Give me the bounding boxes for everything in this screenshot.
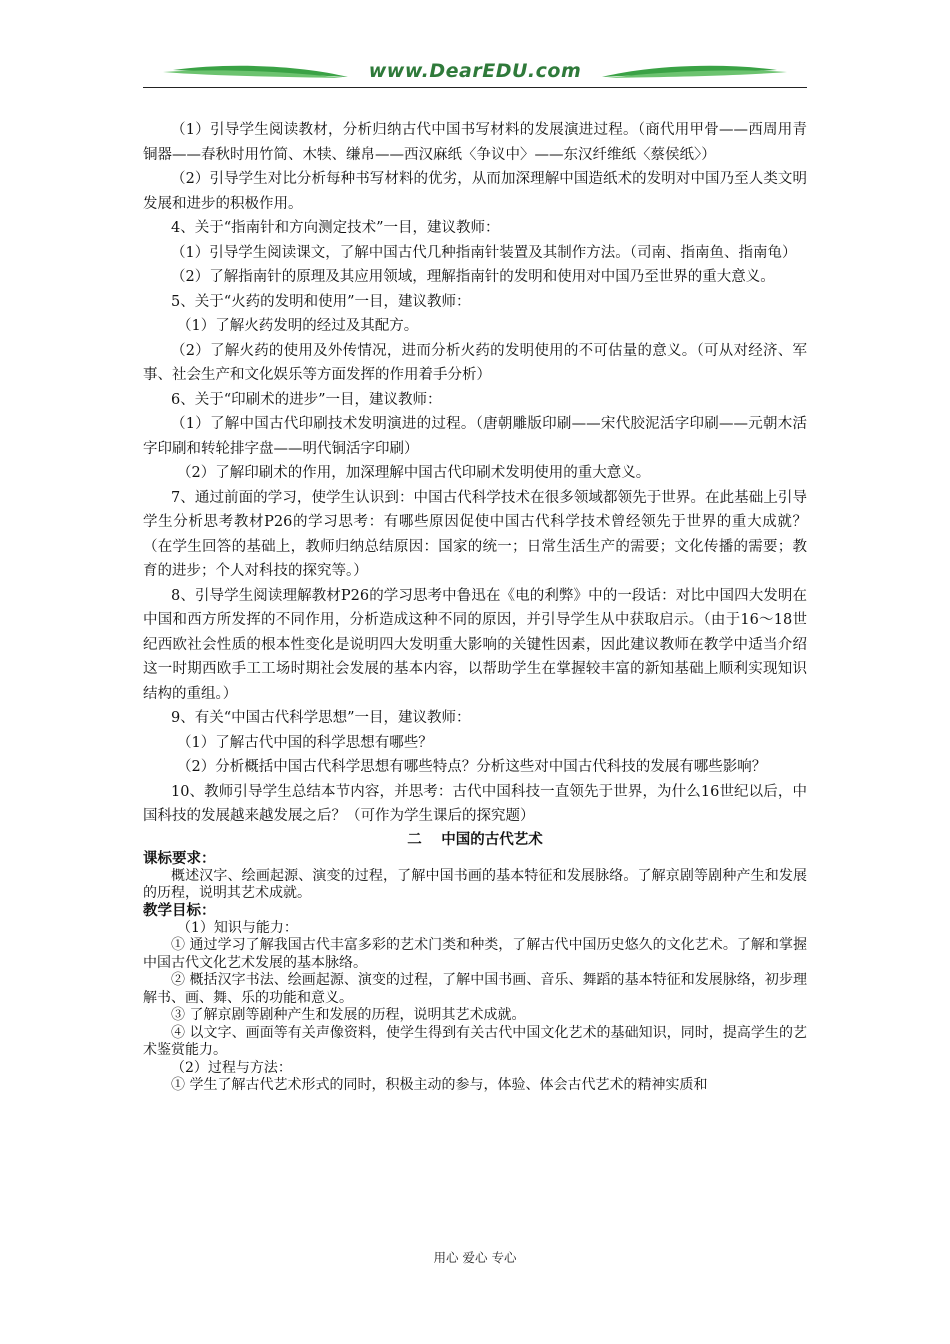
objective-item: （2）过程与方法： bbox=[171, 1059, 292, 1076]
paragraph: （2）引导学生对比分析每种书写材料的优劣，从而加深理解中国造纸术的发明对中国乃至人类文明发展和进步的积极作用。 bbox=[143, 171, 807, 212]
paragraph: 10、教师引导学生总结本节内容，并思考：古代中国科技一直领先于世界，为什么16世纪以后，中国科技的发展越来越发展之后？（可作为学生课后的探究题） bbox=[143, 783, 807, 824]
objectives-label: 教学目标： bbox=[143, 902, 216, 919]
paragraph: （1）了解火药发明的经过及其配方。 bbox=[177, 318, 419, 334]
paragraph: （1）引导学生阅读课文，了解中国古代几种指南针装置及其制作方法。（司南、指南鱼、指南龟） bbox=[171, 244, 797, 261]
paragraph: 7、通过前面的学习，使学生认识到：中国古代科学技术在很多领域都领先于世界。在此基础上引导学生分析思考教材P26的学习思考：有哪些原因促使中国古代科学技术曾经领先于世界的重大成就？（在学生回答的基础上，教师归纳总结原因：国家的统一；日常生活生产的需要；文化传播的需要；教育的进步；个人对科技的探究等。） bbox=[143, 489, 807, 579]
standards-label: 课标要求： bbox=[143, 850, 216, 867]
paragraph: 8、引导学生阅读理解教材P26的学习思考中鲁迅在《电的利弊》中的一段话：对比中国四大发明在中国和西方所发挥的不同作用，分析造成这种不同的原因，并引导学生从中获取启示。（由于16～18世纪西欧社会性质的根本性变化是说明四大发明重大影响的关键性因素，因此建议教师在教学中适当介绍这一时期西欧手工工场时期社会发展的基本内容，以帮助学生在掌握较丰富的新知基础上顺利实现知识结构的重组。） bbox=[143, 587, 807, 702]
paragraph: 4、关于“指南针和方向测定技术”一目，建议教师： bbox=[171, 220, 500, 236]
paragraph: （2）了解指南针的原理及其应用领域，理解指南针的发明和使用对中国乃至世界的重大意义。 bbox=[171, 269, 775, 285]
objective-item: ③ 了解京剧等剧种产生和发展的历程，说明其艺术成就。 bbox=[171, 1007, 526, 1023]
paragraph: （2）了解火药的使用及外传情况，进而分析火药的发明使用的不可估量的意义。（可从对经济、军事、社会生产和文化娱乐等方面发挥的作用着手分析） bbox=[143, 342, 807, 383]
paragraph: （1）了解古代中国的科学思想有哪些？ bbox=[177, 734, 433, 751]
page-header bbox=[143, 60, 807, 92]
page-footer: 用心 爱心 专心 bbox=[433, 1250, 517, 1265]
objective-item: ① 通过学习了解我国古代丰富多彩的艺术门类和种类，了解古代中国历史悠久的文化艺术。了解和掌握中国古代文化艺术发展的基本脉络。 bbox=[143, 937, 807, 971]
paragraph: （2）分析概括中国古代科学思想有哪些特点？分析这些对中国古代科技的发展有哪些影响？ bbox=[177, 759, 767, 775]
objective-item: ① 学生了解古代艺术形式的同时，积极主动的参与，体验、体会古代艺术的精神实质和 bbox=[171, 1077, 708, 1093]
objective-item: （1）知识与能力： bbox=[177, 919, 298, 936]
objective-item: ④ 以文字、画面等有关声像资料，使学生得到有关古代中国文化艺术的基础知识，同时，提高学生的艺术鉴赏能力。 bbox=[143, 1024, 807, 1058]
paragraph: （1）引导学生阅读教材，分析归纳古代中国书写材料的发展演进过程。（商代用甲骨——西周用青铜器——春秋时用竹简、木犊、缣帛——西汉麻纸〈争议中〉——东汉纤维纸〈蔡侯纸〉） bbox=[143, 122, 807, 163]
paragraph: 6、关于“印刷术的进步”一目，建议教师： bbox=[171, 391, 442, 408]
objective-item: ② 概括汉字书法、绘画起源、演变的过程，了解中国书画、音乐、舞蹈的基本特征和发展脉络，初步理解书、画、舞、乐的功能和意义。 bbox=[143, 972, 807, 1006]
paragraph: 5、关于“火药的发明和使用”一目，建议教师： bbox=[171, 293, 471, 310]
header-rule bbox=[143, 87, 807, 88]
document-body bbox=[143, 118, 807, 1095]
site-logo[interactable]: www.DearEDU.com bbox=[368, 60, 582, 82]
paragraph: 9、有关“中国古代科学思想”一目，建议教师： bbox=[171, 710, 471, 726]
standards-text: 概述汉字、绘画起源、演变的过程，了解中国书画的基本特征和发展脉络。了解京剧等剧种产生和发展的历程，说明其艺术成就。 bbox=[143, 867, 807, 901]
paragraph: （2）了解印刷术的作用，加深理解中国古代印刷术发明使用的重大意义。 bbox=[177, 465, 651, 481]
section-heading: 二 中国的古代艺术 bbox=[407, 830, 543, 848]
paragraph: （1）了解中国古代印刷技术发明演进的过程。（唐朝雕版印刷——宋代胶泥活字印刷——元朝木活字印刷和转轮排字盘——明代铜活字印刷） bbox=[143, 416, 807, 457]
